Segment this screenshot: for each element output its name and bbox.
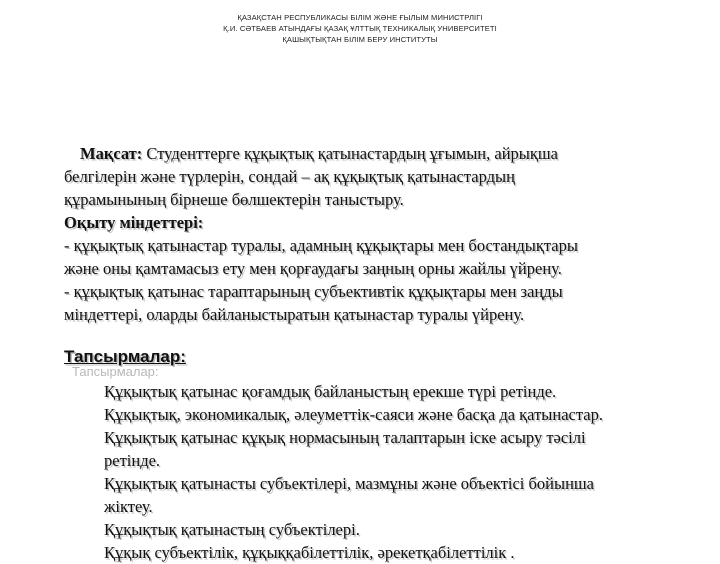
objectives-line-3: - құқықтық қатынас тараптарының субъективтік құқықтары мен заңды [64, 282, 563, 301]
institution-header [0, 12, 720, 45]
list-item: Құқықтық қатынас қоғамдық байланыстың ерекше түрі ретінде. [104, 382, 557, 401]
objectives-line-2: және оны қамтамасыз ету мен қорғаудағы заңның орны жайлы үйрену. [64, 259, 562, 278]
purpose-label: Мақсат: [80, 144, 143, 163]
slide-body [64, 142, 684, 564]
institute-line: ҚАШЫҚТЫҚТАН БІЛІМ БЕРУ ИНСТИТУТЫ [282, 35, 438, 44]
list-item: Құқықтық қатынас құқық нормасының талаптарын іске асыру тәсілі [104, 428, 586, 447]
purpose-text-1: Студенттерге құқықтық қатынастардың ұғымын, айрықша [142, 144, 558, 163]
list-item: Құқықтық қатынастың субъектілері. [104, 520, 360, 539]
list-item: Құқықтық, экономикалық, әлеуметтік-саяси және басқа да қатынастар. [104, 405, 603, 424]
objectives-line-1: - құқықтық қатынастар туралы, адамның құқықтары мен бостандықтары [64, 236, 578, 255]
university-line: Қ.И. СӘТБАЕВ АТЫНДАҒЫ ҚАЗАҚ ҰЛТТЫҚ ТЕХНИКАЛЫҚ УНИВЕРСИТЕТІ [223, 24, 497, 33]
list-item: Құқық субъектілік, құқыққабілеттілік, әрекетқабілеттілік . [104, 543, 515, 562]
tasks-heading: Тапсырмалар: [64, 347, 186, 366]
objectives-line-4: міндеттері, оларды байланыстыратын қатынастар туралы үйрену. [64, 305, 525, 324]
purpose-line-2: белгілерін және түрлерін, сондай – ақ құқықтық қатынастардың [64, 167, 515, 186]
list-item: жіктеу. [104, 497, 153, 516]
tasks-heading-ghost: Тапсырмалар: [72, 364, 159, 379]
ministry-line: ҚАЗАҚСТАН РЕСПУБЛИКАСЫ БІЛІМ ЖӘНЕ ҒЫЛЫМ МИНИСТРЛІГІ [237, 13, 483, 22]
purpose-line-1 [64, 142, 684, 165]
list-item: ретінде. [104, 451, 161, 470]
purpose-line-3: құрамынының бірнеше бөлшектерін таныстыру. [64, 190, 404, 209]
objectives-label: Оқыту міндеттері: [64, 213, 204, 232]
tasks-list [104, 380, 684, 564]
list-item: Құқықтық қатынасты субъектілері, мазмұны және объектісі бойынша [104, 474, 594, 493]
